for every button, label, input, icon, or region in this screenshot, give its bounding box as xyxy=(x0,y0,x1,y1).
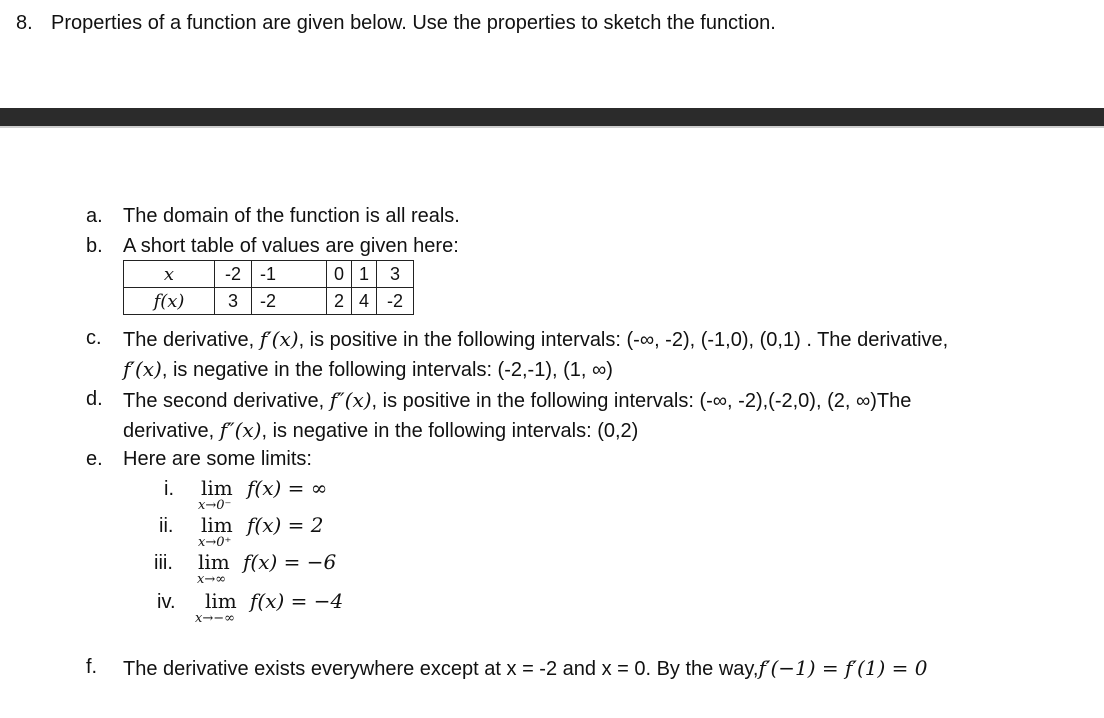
limit-i-lim: lim xyxy=(201,476,233,500)
item-c-line2 xyxy=(123,357,613,382)
item-d-line1 xyxy=(123,388,911,413)
table-header-fx: f(x) xyxy=(124,288,215,315)
fprime-expr: f′(x) xyxy=(123,357,162,381)
table-cell: 4 xyxy=(352,288,377,315)
item-f-text: The derivative exists everywhere except at x = -2 and x = 0. By the way, xyxy=(123,658,759,680)
limit-iv-marker: iv. xyxy=(157,591,176,613)
item-f-line xyxy=(123,656,927,681)
fdoubleprime-expr: f″(x) xyxy=(329,388,372,412)
table-header-x: x xyxy=(124,261,215,288)
item-b-text: A short table of values are given here: xyxy=(123,235,459,257)
limit-iv-expr-text: f(x) = −4 xyxy=(250,589,344,613)
item-e-marker: e. xyxy=(86,448,103,470)
item-e-text: Here are some limits: xyxy=(123,448,312,470)
limit-i-expr xyxy=(247,476,327,500)
question-number: 8. xyxy=(16,12,33,34)
item-c-line1-pre: The derivative, xyxy=(123,329,260,351)
limit-iii-lim: lim xyxy=(198,550,230,574)
fprime-expr: f′(x) xyxy=(259,327,299,351)
table-cell: -2 xyxy=(377,288,414,315)
item-d-line1-post: , is positive in the following intervals: (-∞, -2),(-2,0), (2, ∞)The xyxy=(371,390,912,412)
limit-iv-sub: x→−∞ xyxy=(195,611,235,626)
limit-ii-marker: ii. xyxy=(159,515,174,537)
limit-ii-expr-text: f(x) = 2 xyxy=(247,513,324,537)
table-cell: -2 xyxy=(252,288,327,315)
limit-iii-marker: iii. xyxy=(154,552,173,574)
table-cell: 2 xyxy=(327,288,352,315)
question-prompt: Properties of a function are given below. Use the properties to sketch the function. xyxy=(51,12,776,34)
item-d-marker: d. xyxy=(86,388,103,410)
item-f-math: f′(−1) = f′(1) = 0 xyxy=(758,656,928,680)
item-d-line2 xyxy=(123,418,638,443)
item-d-line2-pre: derivative, xyxy=(123,420,220,442)
table-cell: 0 xyxy=(327,261,352,288)
item-c-marker: c. xyxy=(86,327,102,349)
limit-iii-expr-text: f(x) = −6 xyxy=(243,550,337,574)
item-c-line2-post: , is negative in the following intervals: (-2,-1), (1, ∞) xyxy=(161,359,613,381)
item-b-marker: b. xyxy=(86,235,103,257)
item-c-line1-post: , is positive in the following intervals: (-∞, -2), (-1,0), (0,1) . The derivative, xyxy=(298,329,949,351)
values-table xyxy=(123,260,414,315)
limit-ii-sub: x→0⁺ xyxy=(198,535,232,550)
limit-iii-sub: x→∞ xyxy=(197,572,227,587)
divider-shadow xyxy=(0,126,1104,128)
limit-iii-expr xyxy=(243,550,336,575)
item-a-marker: a. xyxy=(86,205,103,227)
table-row-x xyxy=(124,261,414,288)
limit-i-expr-text: f(x) = ∞ xyxy=(247,476,328,500)
fdoubleprime-expr: f″(x) xyxy=(219,418,262,442)
limit-ii-expr xyxy=(247,513,323,538)
item-d-line1-pre: The second derivative, xyxy=(123,390,330,412)
limit-i-marker: i. xyxy=(164,478,174,500)
item-f-marker: f. xyxy=(86,656,98,678)
divider-bar xyxy=(0,108,1104,126)
table-row-fx xyxy=(124,288,414,315)
table-cell: -1 xyxy=(252,261,327,288)
limit-iv-lim: lim xyxy=(205,589,237,613)
item-d-line2-post: , is negative in the following intervals: (0,2) xyxy=(261,420,639,442)
item-a-text: The domain of the function is all reals. xyxy=(123,205,460,227)
limit-i-sub: x→0⁻ xyxy=(198,498,232,513)
item-c-line1 xyxy=(123,327,948,352)
table-cell: 3 xyxy=(215,288,252,315)
limit-iv-expr xyxy=(250,589,343,614)
limit-ii-lim: lim xyxy=(201,513,233,537)
table-cell: 3 xyxy=(377,261,414,288)
table-cell: -2 xyxy=(215,261,252,288)
table-cell: 1 xyxy=(352,261,377,288)
